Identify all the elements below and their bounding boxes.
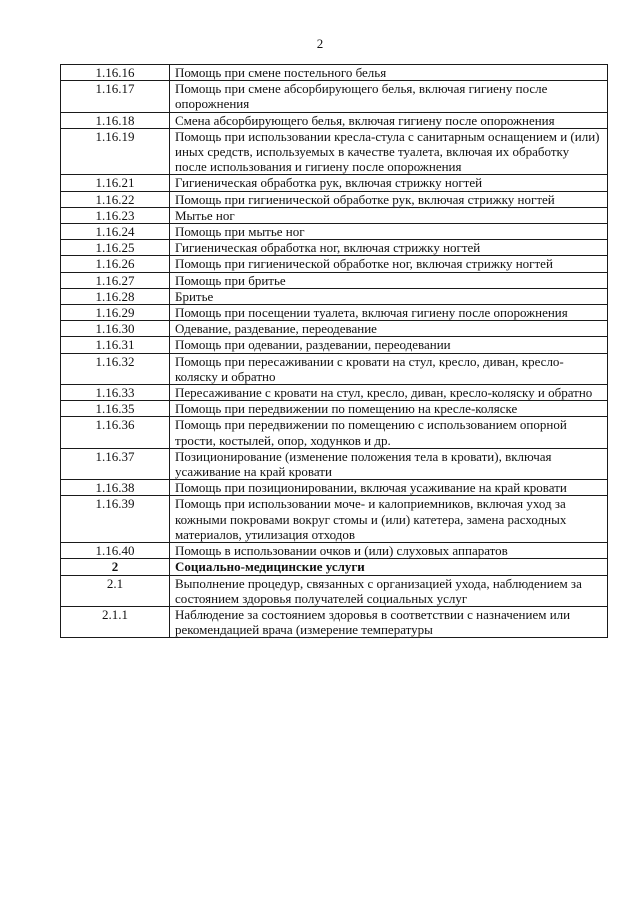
service-code: 1.16.27	[61, 272, 170, 288]
table-row	[61, 543, 608, 559]
service-description: Смена абсорбирующего белья, включая гигиену после опорожнения	[170, 112, 608, 128]
service-description: Помощь в использовании очков и (или) слуховых аппаратов	[170, 543, 608, 559]
service-description: Помощь при пересаживании с кровати на стул, кресло, диван, кресло-коляску и обратно	[170, 353, 608, 384]
service-description: Мытье ног	[170, 207, 608, 223]
table-row	[61, 401, 608, 417]
table-row	[61, 496, 608, 543]
service-description: Бритье	[170, 288, 608, 304]
table-row	[61, 65, 608, 81]
service-description: Помощь при гигиенической обработке рук, включая стрижку ногтей	[170, 191, 608, 207]
service-code: 2	[61, 559, 170, 575]
table-row	[61, 353, 608, 384]
table-row	[61, 385, 608, 401]
table-row	[61, 256, 608, 272]
service-description: Помощь при передвижении по помещению с использованием опорной трости, костылей, опор, ходунков и др.	[170, 417, 608, 448]
services-table	[60, 64, 608, 638]
service-code: 2.1.1	[61, 606, 170, 637]
service-code: 1.16.29	[61, 305, 170, 321]
service-description: Помощь при позиционировании, включая усаживание на край кровати	[170, 480, 608, 496]
service-code: 1.16.31	[61, 337, 170, 353]
section-row	[61, 559, 608, 575]
service-description: Выполнение процедур, связанных с организацией ухода, наблюдением за состоянием здоровья получателей социальных услуг	[170, 575, 608, 606]
table-row	[61, 575, 608, 606]
service-description: Помощь при мытье ног	[170, 224, 608, 240]
service-code: 1.16.17	[61, 81, 170, 112]
service-description: Пересаживание с кровати на стул, кресло, диван, кресло-коляску и обратно	[170, 385, 608, 401]
service-code: 2.1	[61, 575, 170, 606]
table-row	[61, 448, 608, 479]
table-row	[61, 175, 608, 191]
service-code: 1.16.36	[61, 417, 170, 448]
table-row	[61, 240, 608, 256]
service-description: Помощь при использовании кресла-стула с санитарным оснащением и (или) иных средств, используемых в качестве туалета, включая их обработку после использования и гигиену после опорожнения	[170, 128, 608, 175]
table-row	[61, 191, 608, 207]
service-description: Позиционирование (изменение положения тела в кровати), включая усаживание на край кровати	[170, 448, 608, 479]
service-code: 1.16.33	[61, 385, 170, 401]
service-description: Помощь при использовании моче- и калоприемников, включая уход за кожными покровами вокруг стомы и (или) катетера, замена расходных материалов, утилизация отходов	[170, 496, 608, 543]
service-description: Помощь при передвижении по помещению на кресле-коляске	[170, 401, 608, 417]
service-code: 1.16.30	[61, 321, 170, 337]
service-description: Наблюдение за состоянием здоровья в соответствии с назначением или рекомендацией врача (измерение температуры	[170, 606, 608, 637]
table-row	[61, 321, 608, 337]
service-code: 1.16.18	[61, 112, 170, 128]
service-code: 1.16.22	[61, 191, 170, 207]
service-code: 1.16.38	[61, 480, 170, 496]
service-code: 1.16.35	[61, 401, 170, 417]
service-code: 1.16.21	[61, 175, 170, 191]
service-code: 1.16.19	[61, 128, 170, 175]
service-code: 1.16.28	[61, 288, 170, 304]
table-row	[61, 606, 608, 637]
service-description: Помощь при бритье	[170, 272, 608, 288]
service-description: Помощь при гигиенической обработке ног, включая стрижку ногтей	[170, 256, 608, 272]
service-code: 1.16.40	[61, 543, 170, 559]
service-code: 1.16.39	[61, 496, 170, 543]
service-description: Помощь при смене постельного белья	[170, 65, 608, 81]
table-row	[61, 337, 608, 353]
service-code: 1.16.25	[61, 240, 170, 256]
table-row	[61, 417, 608, 448]
section-title: Социально-медицинские услуги	[170, 559, 608, 575]
table-row	[61, 480, 608, 496]
service-description: Гигиеническая обработка ног, включая стрижку ногтей	[170, 240, 608, 256]
service-description: Одевание, раздевание, переодевание	[170, 321, 608, 337]
table-row	[61, 288, 608, 304]
table-row	[61, 112, 608, 128]
table-row	[61, 128, 608, 175]
table-row	[61, 272, 608, 288]
service-code: 1.16.23	[61, 207, 170, 223]
services-table-body	[61, 65, 608, 638]
service-description: Гигиеническая обработка рук, включая стрижку ногтей	[170, 175, 608, 191]
table-row	[61, 207, 608, 223]
service-code: 1.16.37	[61, 448, 170, 479]
service-description: Помощь при посещении туалета, включая гигиену после опорожнения	[170, 305, 608, 321]
service-code: 1.16.24	[61, 224, 170, 240]
table-row	[61, 224, 608, 240]
service-code: 1.16.26	[61, 256, 170, 272]
table-row	[61, 81, 608, 112]
service-description: Помощь при одевании, раздевании, переодевании	[170, 337, 608, 353]
page-number: 2	[316, 36, 324, 51]
service-description: Помощь при смене абсорбирующего белья, включая гигиену после опорожнения	[170, 81, 608, 112]
service-code: 1.16.16	[61, 65, 170, 81]
table-row	[61, 305, 608, 321]
service-code: 1.16.32	[61, 353, 170, 384]
